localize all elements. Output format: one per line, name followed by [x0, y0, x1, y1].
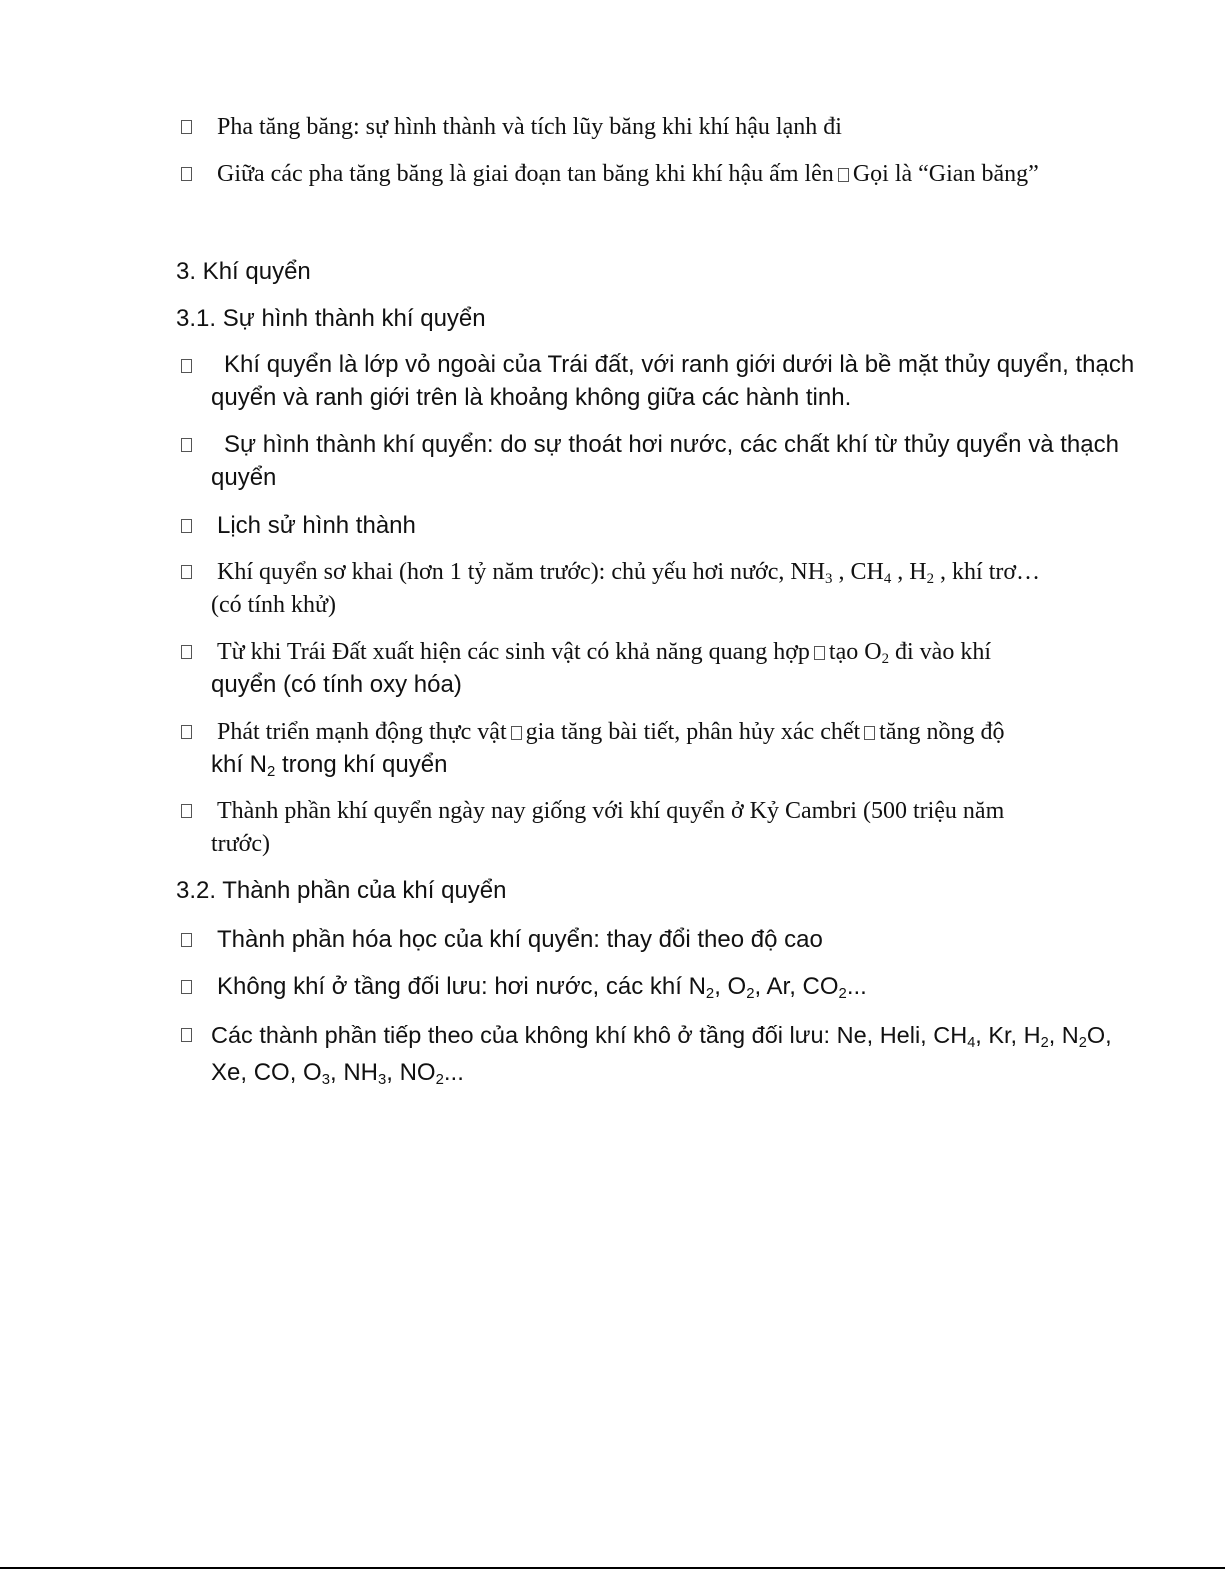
checkbox-bullet-icon	[181, 359, 192, 373]
list-item-continuation: trước)	[211, 831, 271, 857]
list-item: Giữa các pha tăng băng là giai đoạn tan băng khi khí hậu ấm lên Gọi là “Gian băng”	[217, 161, 1039, 187]
list-item: Không khí ở tầng đối lưu: hơi nước, các khí $N_2$, $O_2$, Ar, $CO_2$...	[217, 973, 867, 1002]
checkbox-bullet-icon	[181, 1028, 192, 1042]
list-item-continuation: quyển (có tính oxy hóa)	[211, 671, 462, 698]
checkbox-bullet-icon	[181, 725, 192, 739]
subsection-heading: 3.1. Sự hình thành khí quyển	[176, 305, 486, 332]
checkbox-bullet-icon	[181, 645, 192, 659]
checkbox-bullet-icon	[181, 519, 192, 533]
list-item: Lịch sử hình thành	[217, 512, 416, 539]
arrow-placeholder-icon	[511, 726, 522, 740]
checkbox-bullet-icon	[181, 933, 192, 947]
list-item: Sự hình thành khí quyển: do sự thoát hơi nước, các chất khí từ thủy quyển và thạch	[224, 431, 1119, 458]
checkbox-bullet-icon	[181, 980, 192, 994]
subsection-heading: 3.2. Thành phần của khí quyển	[176, 877, 507, 904]
list-item-continuation: (có tính khử)	[211, 592, 336, 618]
list-item-continuation: quyển và ranh giới trên là khoảng không giữa các hành tinh.	[211, 384, 852, 411]
list-item: Khí quyển là lớp vỏ ngoài của Trái đất, với ranh giới dưới là bề mặt thủy quyển, thạch	[224, 351, 1135, 378]
list-item-continuation: Xe, CO, $O_3$, $NH_3$, $NO_2$...	[211, 1059, 464, 1088]
checkbox-bullet-icon	[181, 167, 192, 181]
list-item: Khí quyển sơ khai (hơn 1 tỷ năm trước): chủ yếu hơi nước, $NH_3$ , $CH_4$ , $H_2$ , khí trơ…	[217, 559, 1041, 587]
list-item: Pha tăng băng: sự hình thành và tích lũy băng khi khí hậu lạnh đi	[217, 114, 842, 140]
list-item-continuation: quyển	[211, 464, 277, 491]
arrow-placeholder-icon	[838, 168, 849, 182]
page-bottom-border	[0, 1567, 1225, 1569]
arrow-placeholder-icon	[814, 646, 825, 660]
checkbox-bullet-icon	[181, 565, 192, 579]
list-item: Từ khi Trái Đất xuất hiện các sinh vật có khả năng quang hợp tạo $O_2$ đi vào khí	[217, 639, 992, 667]
list-item: Phát triển mạnh động thực vật gia tăng bài tiết, phân hủy xác chết tăng nồng độ	[217, 719, 1005, 745]
list-item: Thành phần hóa học của khí quyển: thay đổi theo độ cao	[217, 926, 823, 953]
checkbox-bullet-icon	[181, 120, 192, 134]
checkbox-bullet-icon	[181, 438, 192, 452]
checkbox-bullet-icon	[181, 804, 192, 818]
list-item-continuation: khí $N_2$ trong khí quyển	[211, 751, 448, 780]
section-heading: 3. Khí quyển	[176, 258, 311, 285]
arrow-placeholder-icon	[864, 726, 875, 740]
list-item: Các thành phần tiếp theo của không khí khô ở tầng đối lưu: Ne, Heli, $CH_4$, Kr, $H_2$, $N_2O$,	[211, 1022, 1112, 1051]
list-item: Thành phần khí quyển ngày nay giống với khí quyển ở Kỷ Cambri (500 triệu năm	[217, 798, 1005, 824]
